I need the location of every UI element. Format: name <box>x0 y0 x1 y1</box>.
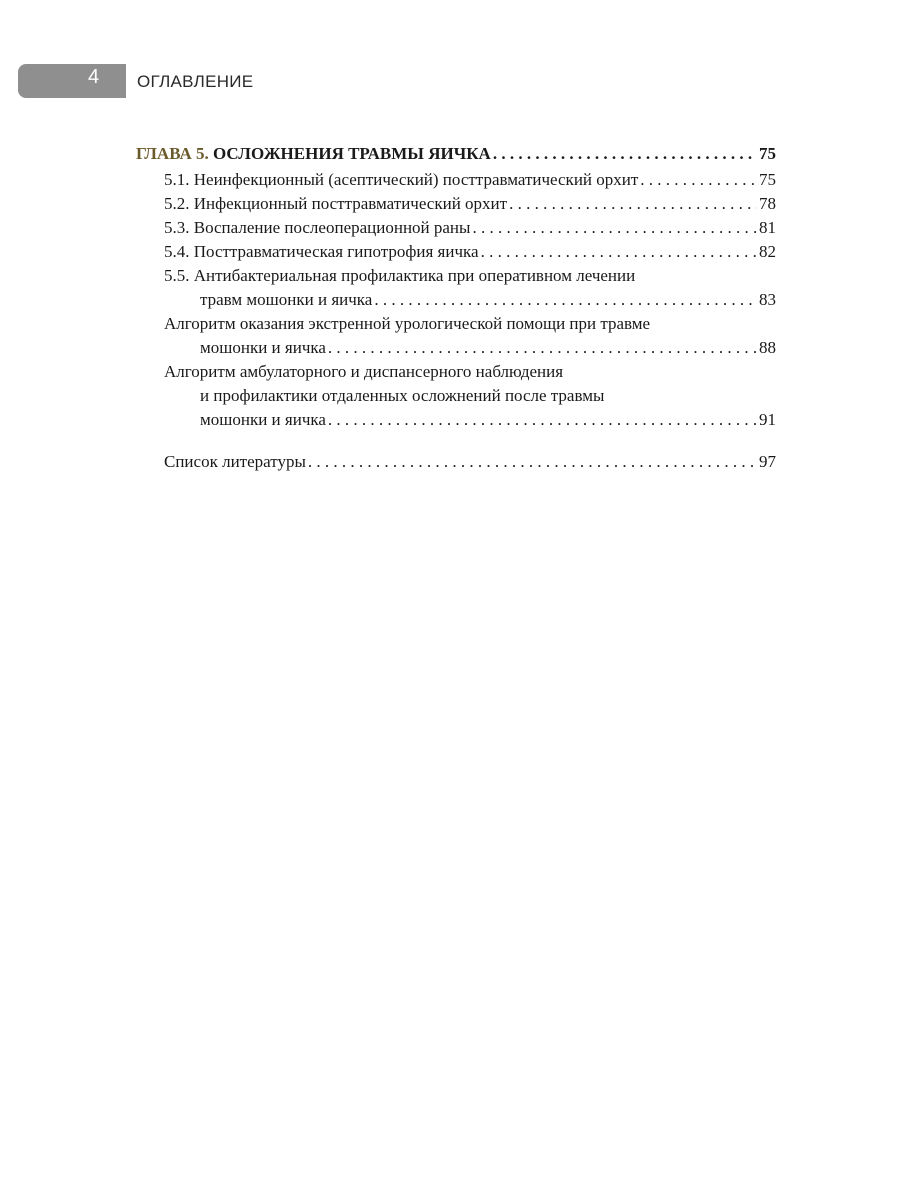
leader-dots <box>472 216 757 240</box>
toc-entry-5-3[interactable] <box>136 216 776 240</box>
toc-chapter-5[interactable] <box>136 142 776 166</box>
entry-title: Посттравматическая гипотрофия яичка <box>193 242 479 261</box>
leader-dots <box>640 168 757 192</box>
entry-page: 88 <box>759 338 776 357</box>
entry-page: 81 <box>759 218 776 237</box>
toc-algorithm-2-line-1[interactable]: Алгоритм амбулаторного и диспансерного наблюдения <box>164 362 564 381</box>
entry-title-continuation: мошонки и яичка <box>200 410 326 429</box>
entry-number: 5.1. <box>164 170 190 189</box>
entry-page: 75 <box>759 170 776 189</box>
toc-algorithm-2-line-2[interactable]: и профилактики отдаленных осложнений после травмы <box>200 386 605 405</box>
toc-algorithm-1-line-1[interactable]: Алгоритм оказания экстренной урологической помощи при травме <box>164 314 651 333</box>
entry-title: Инфекционный посттравматический орхит <box>193 194 508 213</box>
page-number: 4 <box>88 66 100 88</box>
section-title: ОГЛАВЛЕНИЕ <box>137 72 254 91</box>
entry-number: 5.4. <box>164 242 190 261</box>
references-title: Список литературы <box>164 452 306 471</box>
entry-number: 5.3. <box>164 218 190 237</box>
leader-dots <box>308 450 757 474</box>
toc-references[interactable] <box>136 450 776 474</box>
page-number-tab <box>18 64 126 98</box>
chapter-number: ГЛАВА 5. <box>136 144 209 163</box>
entry-title-continuation: травм мошонки и яичка <box>200 290 373 309</box>
toc-entry-5-5-line-1[interactable]: 5.5. Антибактериальная профилактика при оперативном лечении <box>164 266 636 285</box>
toc-algorithm-2[interactable] <box>136 408 776 432</box>
leader-dots <box>328 408 757 432</box>
toc-entry-5-1[interactable] <box>136 168 776 192</box>
leader-dots <box>509 192 757 216</box>
leader-dots <box>328 336 757 360</box>
entry-title: Воспаление послеоперационной раны <box>193 218 471 237</box>
entry-title-continuation: мошонки и яичка <box>200 338 326 357</box>
references-page: 97 <box>759 452 776 471</box>
leader-dots <box>374 288 757 312</box>
chapter-page: 75 <box>759 144 776 163</box>
entry-title: Неинфекционный (асептический) посттравматический орхит <box>193 170 639 189</box>
chapter-title: ОСЛОЖНЕНИЯ ТРАВМЫ ЯИЧКА <box>213 144 491 163</box>
toc-entry-5-2[interactable] <box>136 192 776 216</box>
entry-page: 82 <box>759 242 776 261</box>
spacer <box>136 432 776 450</box>
entry-page: 83 <box>759 290 776 309</box>
entry-page: 91 <box>759 410 776 429</box>
leader-dots <box>493 142 753 166</box>
leader-dots <box>481 240 757 264</box>
toc-algorithm-1[interactable] <box>136 336 776 360</box>
table-of-contents <box>136 142 776 474</box>
toc-entry-5-4[interactable] <box>136 240 776 264</box>
toc-entry-5-5[interactable] <box>136 288 776 312</box>
entry-number: 5.2. <box>164 194 190 213</box>
entry-page: 78 <box>759 194 776 213</box>
